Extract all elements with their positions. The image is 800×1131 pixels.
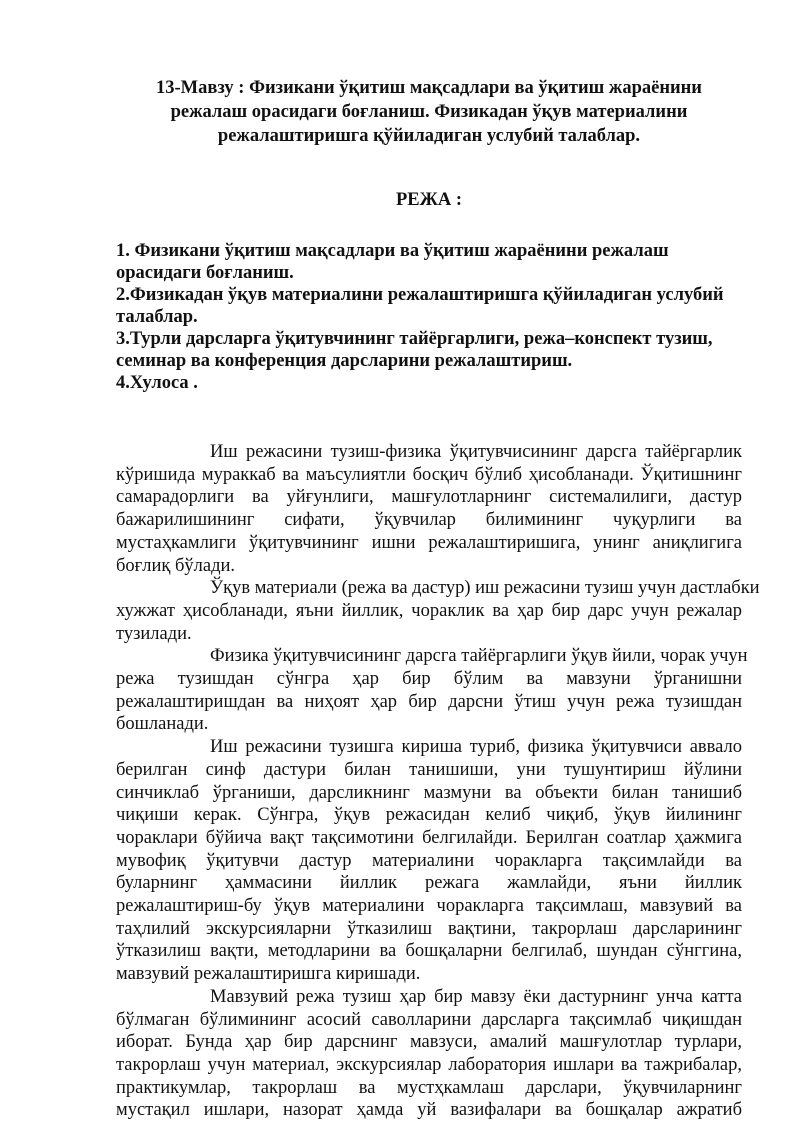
paragraph	[116, 986, 742, 1122]
document-page	[116, 76, 760, 1122]
plan-item: 4.Хулоса .	[116, 373, 198, 393]
text-line: режалаштиришдан ва ниҳоят ҳар бир дарсни ўтиш учун режа тузишдан	[116, 691, 742, 712]
text-line: Мавзувий режа тузиш ҳар бир мавзу ёки дастурнинг унча катта	[210, 986, 742, 1007]
paragraph	[116, 645, 748, 736]
document-title	[116, 76, 742, 148]
paragraph	[116, 736, 742, 986]
text-line: чораклари бўйича вақт тақсимотини белгилайди. Берилган соатлар ҳажмига	[116, 827, 742, 848]
text-line: таҳлилий экскурсияларни ўтказилиш вақтини, такрорлаш дарсларининг	[116, 918, 742, 939]
plan-item: 2.Физикадан ўқув материалини режалаштиришга қўйиладиган услубий	[116, 285, 724, 305]
plan-list	[116, 240, 742, 394]
text-line: режалаштириш-бу ўқув материалини чоракларга тақсимлаш, мавзувий ва	[116, 896, 742, 917]
text-line: режа тузишдан сўнгра ҳар бир бўлим ва мавзуни ўрганишни	[116, 669, 742, 690]
text-line: иборат. Бунда ҳар бир дарснинг мавзуси, амалий машғулотлар турлари,	[116, 1032, 742, 1053]
text-line: кўришида мураккаб ва маъсулиятли босқич бўлиб ҳисобланади. Ўқитишнинг	[116, 464, 742, 485]
text-line: практикумлар, такрорлаш ва мустҳкамлаш дарслари, ўқувчиларнинг	[116, 1077, 742, 1098]
text-line: хужжат ҳисобланади, яъни йиллик, чораклик ва ҳар бир дарс учун режалар	[116, 600, 742, 621]
text-line: буларнинг ҳаммасини йиллик режага жамлайди, яъни йиллик	[116, 873, 742, 894]
paragraph	[116, 577, 760, 645]
text-line: Иш режасини тузиш-физика ўқитувчисининг дарсга тайёргарлик	[210, 442, 742, 462]
plan-item: 3.Турли дарсларга ўқитувчининг тайёргарлиги, режа–конспект тузиш,	[116, 329, 713, 349]
text-line: мувофиқ ўқитувчи дастур материалини чоракларга тақсимлайди ва	[116, 850, 742, 871]
text-line: такрорлаш учун материал, экскурсиялар лаборатория ишлари ва тажрибалар,	[116, 1054, 742, 1075]
plan-item: орасидаги боғланиш.	[116, 263, 294, 283]
text-line: мавзувий режалаштиришга киришади.	[116, 964, 421, 985]
text-line: самарадорлиги ва уйғунлиги, машғулотларнинг системалилиги, дастур	[116, 487, 742, 508]
document-body	[116, 441, 760, 1122]
text-line: бошланади.	[116, 714, 209, 735]
title-line: режалаш орасидаги боғланиш. Физикадан ўқув материалини	[170, 102, 688, 122]
text-line: тузилади.	[116, 623, 192, 644]
text-line: берилган синф дастури билан танишиши, уни тушунтириш йўлини	[116, 759, 742, 780]
text-line: мустаҳкамлиги ўқитувчининг ишни режалаштиришига, унинг аниқлигига	[116, 532, 742, 553]
text-line: синчиклаб ўрганиши, дарсликнинг мазмуни ва объекти билан танишиб	[116, 782, 742, 803]
plan-item: 1. Физикани ўқитиш мақсадлари ва ўқитиш жараёнини режалаш	[116, 241, 669, 261]
title-line: режалаштиришга қўйиладиган услубий талаблар.	[217, 126, 641, 146]
text-line: чиқиши керак. Сўнгра, ўқув режасидан келиб чиқиб, ўқув йилининг	[116, 805, 742, 826]
plan-heading: РЕЖА :	[395, 190, 463, 210]
text-line: ўтказилиш вақти, методларини ва бошқаларни белгилаб, шундан сўнггина,	[116, 941, 742, 962]
text-line: Физика ўқитувчисининг дарсга тайёргарлиги ўқув йили, чорак учун	[210, 646, 748, 667]
paragraph	[116, 441, 742, 577]
text-line: боғлиқ бўлади.	[116, 555, 236, 576]
title-line: 13-Мавзу : Физикани ўқитиш мақсадлари ва ўқитиш жараёнини	[156, 78, 702, 98]
text-line: Иш режасини тузишга кириша туриб, физика ўқитувчиси аввало	[210, 737, 742, 758]
text-line: мустақил ишлари, назорат ҳамда уй вазифалари ва бошқалар ажратиб	[116, 1100, 742, 1121]
text-line: бажарилишининг сифати, ўқувчилар билимининг чуқурлиги ва	[116, 510, 742, 531]
text-line: Ўқув материали (режа ва дастур) иш режасини тузиш учун дастлабки	[210, 578, 760, 599]
text-line: бўлмаган бўлимининг асосий саволларини дарсларга тақсимлаб чиқишдан	[116, 1009, 742, 1030]
plan-item: талаблар.	[116, 307, 198, 327]
plan-item: семинар ва конференция дарсларини режалаштириш.	[116, 351, 573, 371]
